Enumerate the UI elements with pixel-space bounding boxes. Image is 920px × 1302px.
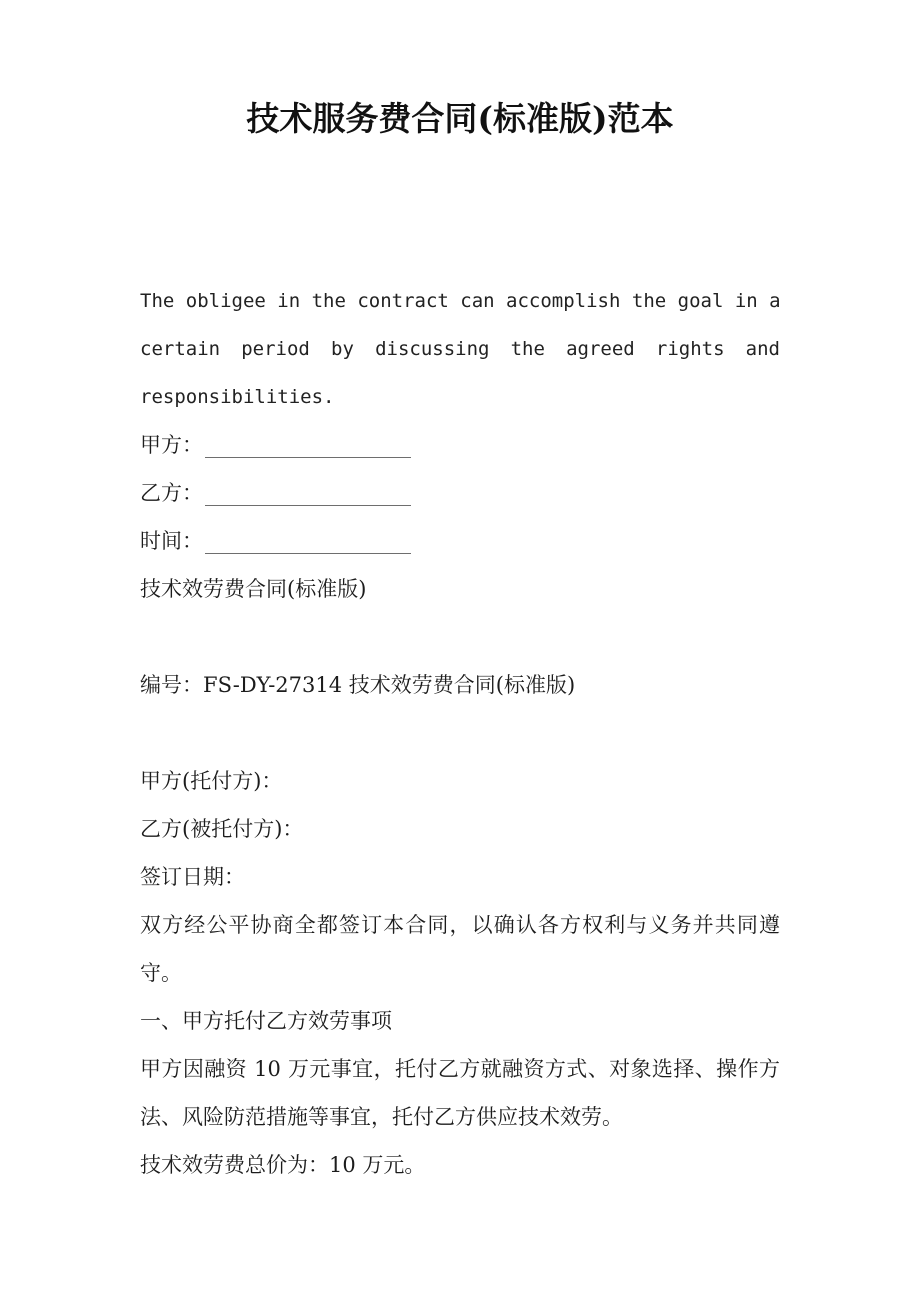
date-label: 时间：: [140, 528, 203, 553]
intro-paragraph-line-1: The obligee in the contract can accomplish the goal in a: [140, 289, 781, 312]
signing-date-line: 签订日期：: [140, 864, 245, 889]
party-b-blank-line: [205, 504, 411, 506]
party-b-entrusted-line: 乙方(被托付方)：: [140, 816, 304, 841]
document-number-line: 编号：FS-DY-27314 技术效劳费合同(标准版): [140, 672, 576, 697]
spacer: [140, 709, 780, 757]
agreement-statement-line-1: 双方经公平协商全都签订本合同，以确认各方权利与义务并共同遵: [140, 912, 780, 937]
date-blank-line: [205, 552, 411, 554]
party-a-blank-line: [205, 456, 411, 458]
document-subtitle: 技术效劳费合同(标准版): [140, 576, 367, 601]
spacer: [140, 613, 780, 661]
document-title: 技术服务费合同(标准版)范本: [246, 99, 674, 138]
intro-paragraph-line-2: certain period by discussing the agreed rights and: [140, 337, 780, 360]
section1-heading: 一、甲方托付乙方效劳事项: [140, 1008, 392, 1033]
party-a-entrusting-line: 甲方(托付方)：: [140, 768, 283, 793]
form-field-party-b: [140, 469, 780, 517]
section1-body-line-2: 法、风险防范措施等事宜，托付乙方供应技术效劳。: [140, 1104, 623, 1129]
document-body: [140, 277, 780, 1189]
section1-price-line: 技术效劳费总价为：10 万元。: [140, 1152, 426, 1177]
form-field-party-a: [140, 421, 780, 469]
agreement-statement-line-2: 守。: [140, 960, 182, 985]
section1-body-line-1: 甲方因融资 10 万元事宜，托付乙方就融资方式、对象选择、操作方: [140, 1056, 780, 1081]
form-field-date: [140, 517, 780, 565]
intro-paragraph-line-3: responsibilities.: [140, 385, 335, 408]
party-a-label: 甲方：: [140, 432, 203, 457]
party-b-label: 乙方：: [140, 480, 203, 505]
